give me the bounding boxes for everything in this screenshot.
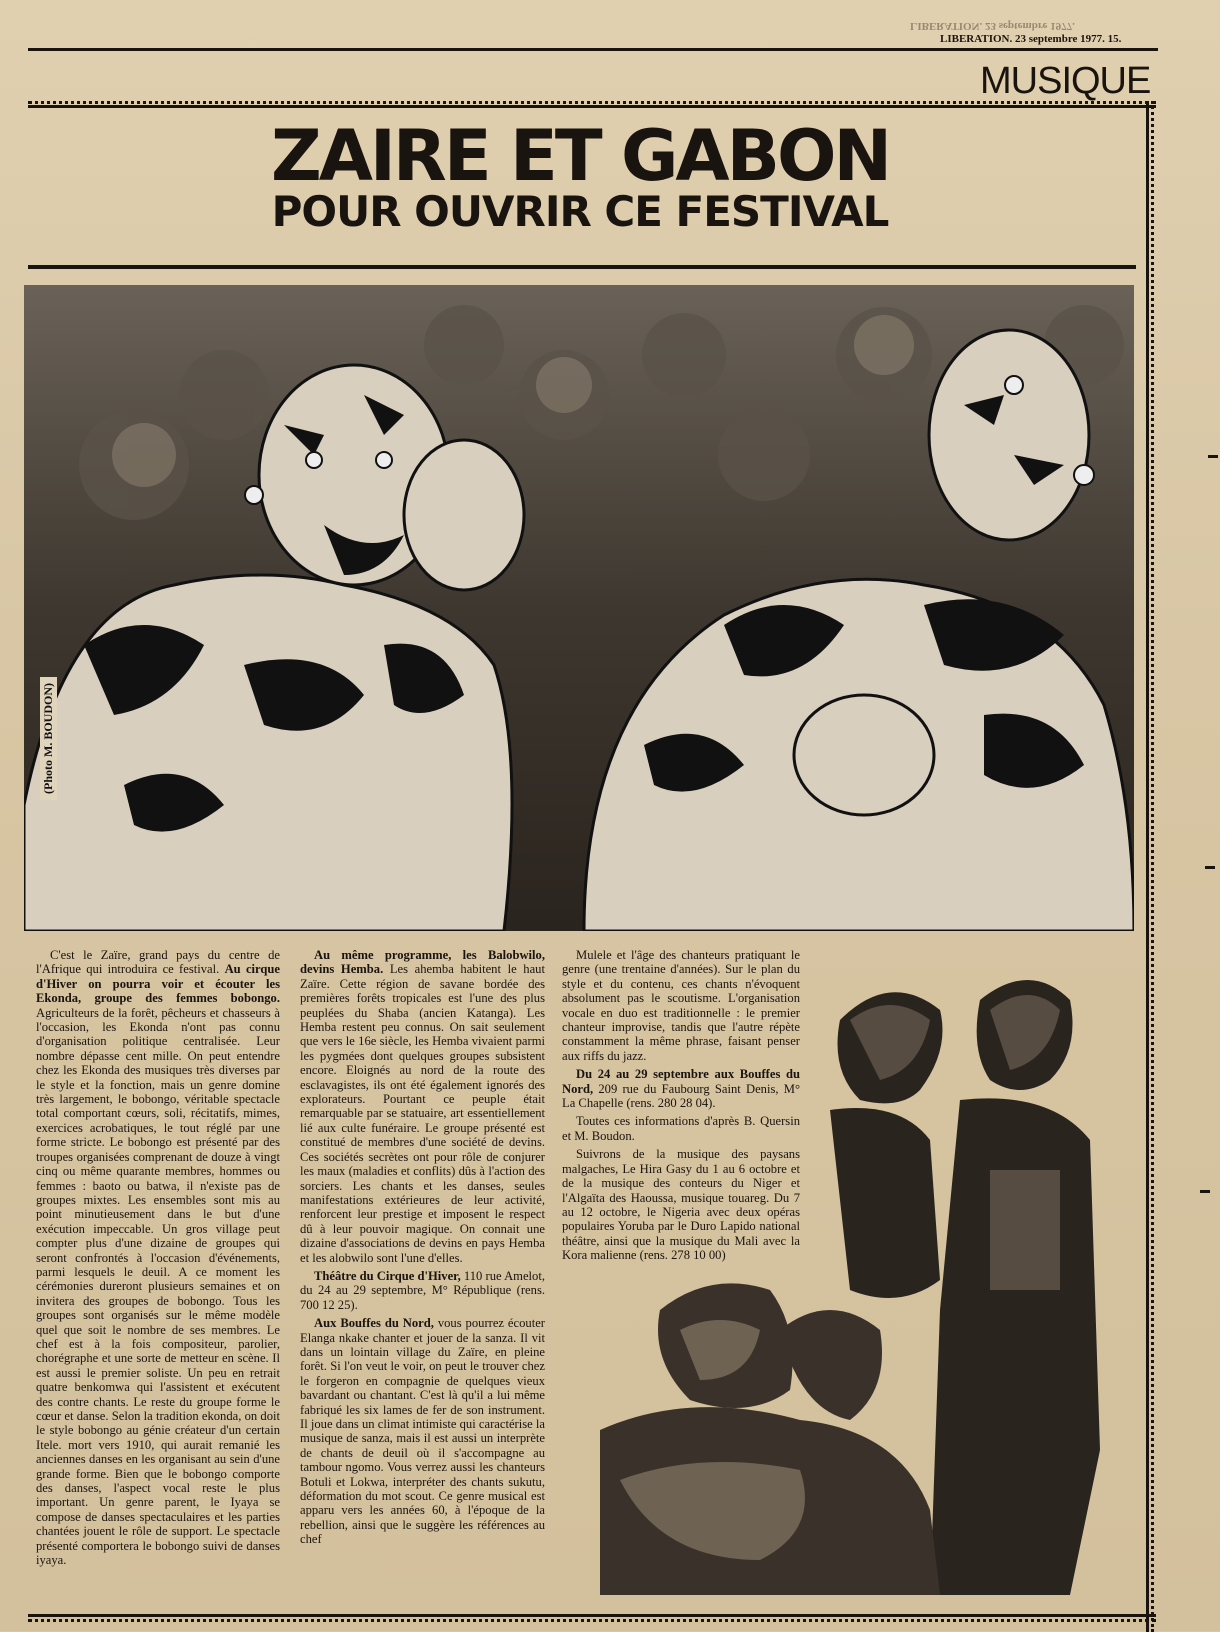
paragraph-lead: Au cirque d'Hiver on pourra voir et écouter les Ekonda, groupe des femmes bobongo. [36,962,281,1006]
margin-mark [1208,455,1218,458]
photo-credit: (Photo M. BOUDON) [40,677,57,800]
margin-mark [1205,866,1215,869]
subheadline: POUR OUVRIR CE FESTIVAL [271,187,889,236]
paragraph-lead: Du 24 au 29 septembre aux Bouffes du Nord, [562,1067,800,1096]
article-paragraph [300,1269,545,1312]
headline: ZAIRE ET GABON [270,115,890,197]
paragraph-text: Les ahemba habitent le haut Zaïre. Cette région de savane bordée des premières forêts tropicales est l'une des plus peuplées du Shaba (ancien Katanga). Les Hemba restent peu connus. On sait seulement que vers le 16e siècle, les Hemba vivaient parmi les pygmées dont quelques groupes subsistent encore. Eloignés au nord de la route des esclavagistes, ils ont été également ignorés des explorateurs. Pourtant ce peuple était remarquable par se statuaire, art essentiellement lié aux culte funéraire. Le groupe présenté est constitué de membres d'une société de devins. Ces sociétés secrètes ont pour rôle de conjurer les maux (maladies et conflits) dûs à l'action des sorciers. Les chants et les danses, seules manifestations extérieures de leur activité, renforcent leur prestige et imposent le respect dû à leur pouvoir magique. On connait une dizaine d'associations de devins en pays Hemba et les alobwilo sont l'une d'elles. [300,962,545,1265]
masthead-date: LIBERATION. 23 septembre 1977. 15. [940,33,1122,45]
paragraph-lead: Au même programme, les Balobwilo, devins Hemba. [300,948,545,977]
paragraph-text: Suivrons de la musique des paysans malgaches, Le Hira Gasy du 1 au 6 octobre et de la musique des conteurs du Niger et l'Algaïta des Haoussa, musique touareg. Du 7 au 12 octobre, le Nigeria avec deux opéras populaires Yoruba par le Duro Lapido national théâtre, ainsi que la musique du Mali avec la Kora malienne (rens. 278 10 00) [562,1147,800,1263]
article-paragraph [300,948,545,1265]
paragraph-text: C'est le Zaïre, grand pays du centre de l'Afrique qui introduira ce festival. [36,948,280,977]
paragraph-text: Mulele et l'âge des chanteurs pratiquant le genre (une trentaine d'années). Sur le plan du style et du contenu, ces chants n'évoquent absolument pas le scoutisme. L'organisation vocale en duo est traditionnelle : le premier chanteur improvise, tandis que l'autre répète constamment la même phrase, faisant penser aux riffs du jazz. [562,948,800,1063]
paragraph-text: 110 rue Amelot, du 24 au 29 septembre, M° République (rens. 700 12 25). [300,1268,545,1312]
article-column-1 [36,948,280,1571]
performers-photo-illustration [600,950,1135,1595]
secondary-photo [600,950,1135,1595]
paragraph-text: Agriculteurs de la forêt, pêcheurs et chasseurs à l'occasion, les Ekonda n'ont pas connu d'organisation politique centralisée. Leur nombre dépasse cent mille. On peut entendre chez les Ekonda des musiques très diverses par le style et la fonction, mais un genre domine très largement, le bobongo, véritable spectacle total comportant cœurs, soli, récitatifs, mimes, exercices acrobatiques, le tout réglé par une forme stricte. Le bobongo est présenté par des troupes organisées comprenant de douze à vingt cinq ou même quarante membres, hommes ou femmes : baoto ou batwa, il n'existe pas de groupes mixtes. Les ensembles sont mis au point minutieusement dans le but d'une exécution impeccable. Un gros village peut compter plus d'une dizaine de groupes qui seront confrontés à l'occasion d'événements, parmi lesquels le deuil. A ce moment les cérémonies dureront plusieurs semaines et on invitera des groupes de bobongo. Tous les groupes sont organisés sur le même modèle quel que soit le nombre de ses membres. Le chef est à la fois compositeur, parolier, chorégraphe et une sorte de metteur en scène. Il est aussi le premier soliste. Un peu en retrait quatre benkomwa qui l'assistent et exécutent des contre chants. Le reste du groupe forme le cœur et danse. Selon la tradition ekonda, on doit le style bobongo au génie créateur d'un certain Itele. mort vers 1910, qui aurait remanié les anciennes danses en les organisant au sein d'une grande forme. Bien que le bobongo comporte des danses, l'aspect vocal reste le plus important. Un genre parent, le Iyaya se compose de danses spectaculaires et les parties chantées jouent le rôle de support. Le spectacle présenté comportera le bobongo suivi de danses iyaya. [36,1005,280,1568]
headline-rule [28,265,1136,269]
top-rule [28,48,1158,51]
frame-bottom-border [28,1614,1156,1622]
margin-mark [1200,1190,1210,1193]
paragraph-text: 209 rue du Faubourg Saint Denis, M° La Chapelle (rens. 280 28 04). [562,1081,800,1111]
frame-right-border [1146,101,1154,1632]
article-paragraph [300,1316,545,1547]
paragraph-text: Toutes ces informations d'après B. Quersin et M. Boudon. [562,1114,800,1143]
paragraph-text: vous pourrez écouter Elanga nkake chanter et jouer de la sanza. Il vit dans un lointain village du Zaïre, en pleine forêt. Si l'on veut le voir, on peut le trouver chez le forgeron en compagnie de quelques vieux bavardant ou chantant. C'est là qu'il a lui même fabriqué les six lames de fer de son instrument. Il joue dans un climat intimiste qui caractérise la musique de sanza, mais il est aussi un interprète de chants de deuil où il s'accompagne au tambour ngomo. Vous verrez aussi les chanteurs Botuli et Lokwa, interpréter des chants sukutu, déformation du mot scout. Ce genre musical est apparu vers les années 60, à l'époque de la rebellion, ainsi que le suggère les références au chef [300,1316,545,1547]
paragraph-lead: Aux Bouffes du Nord, [314,1316,434,1331]
main-photo [24,285,1134,931]
paragraph-lead: Théâtre du Cirque d'Hiver, [314,1268,461,1283]
article-paragraph [36,948,280,1567]
dancers-photo-illustration [24,285,1134,931]
bleed-through-masthead: LIBERATION. 23 septembre 1977. [910,20,1075,32]
article-column-2 [300,948,545,1551]
frame-top-border [28,101,1156,108]
section-label: MUSIQUE [980,60,1151,102]
